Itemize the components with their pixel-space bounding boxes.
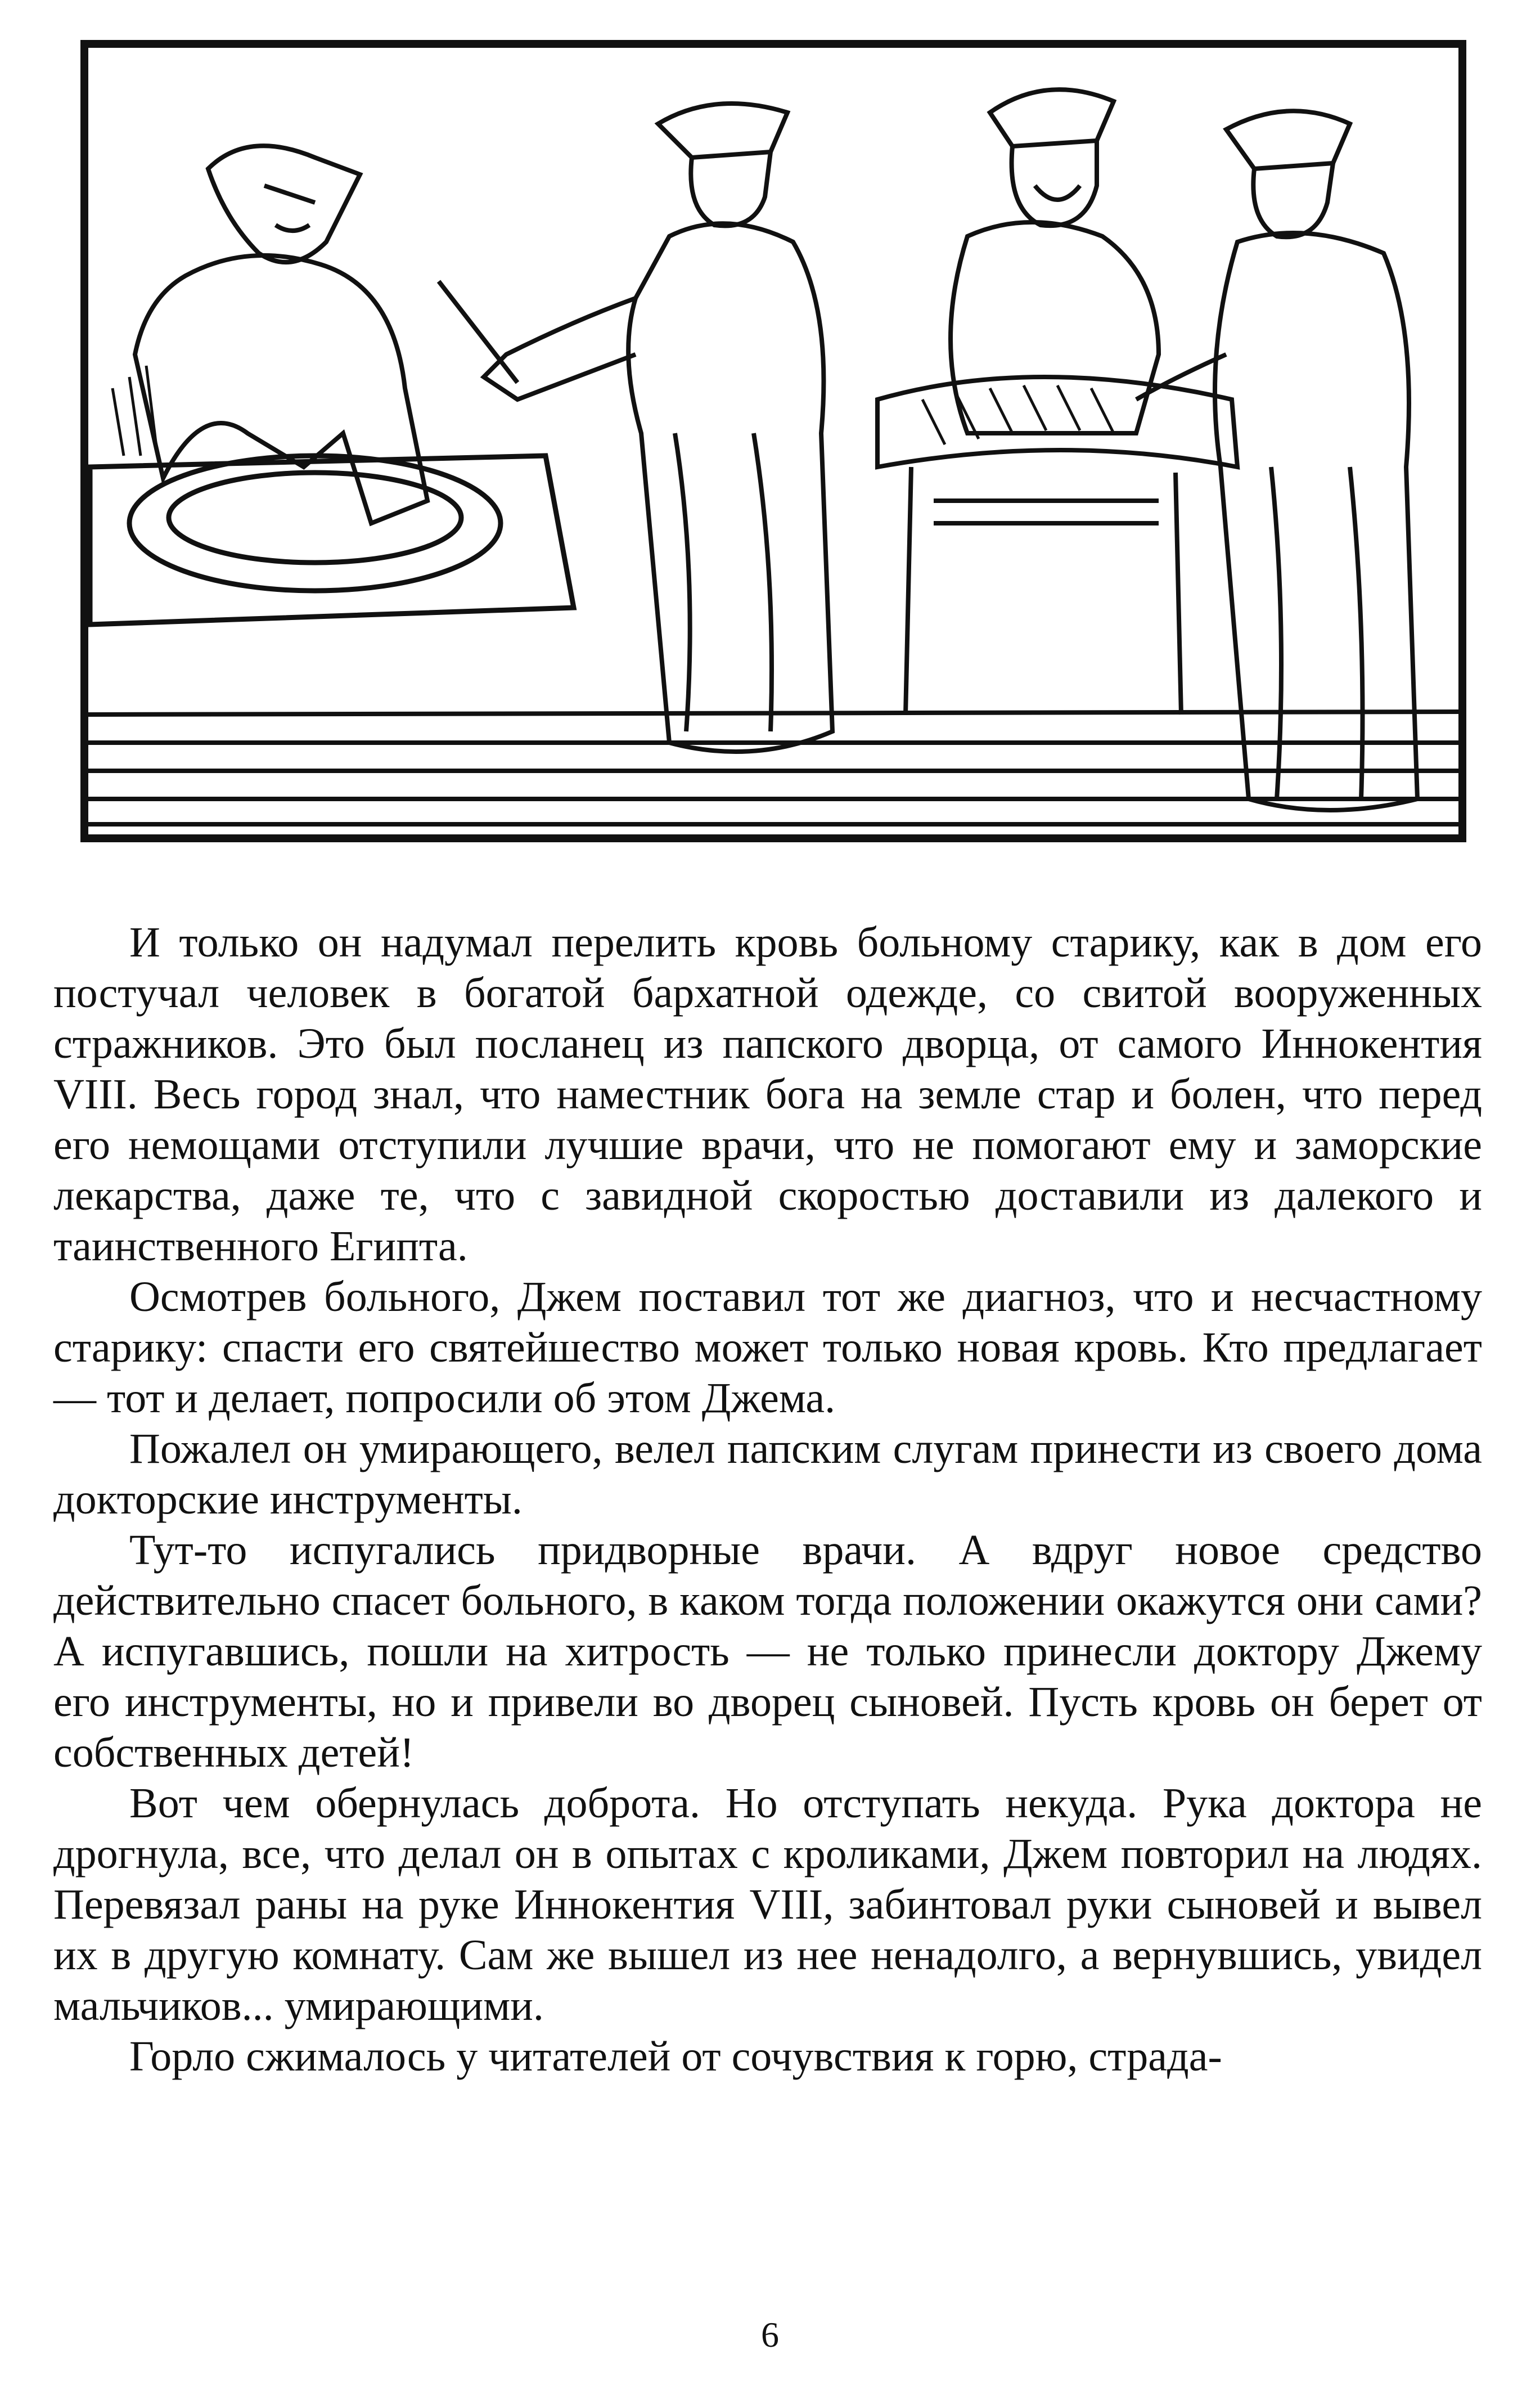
paragraph-5: Вот чем обернулась доброта. Но отступать некуда. Рука доктора не дрогнула, все, что делал он в опытах с кроликами, Джем повторил на людях. Перевязал раны на руке Иннокентия VIII, забинтовал руки сыновей и вывел их в другую комнату. Сам же вышел из нее ненадолго, а вернувшись, увидел мальчиков... умирающими. [53,1780,1482,2029]
paragraph-3: Пожалел он умирающего, велел папским слугам принести из своего дома докторские инструменты. [53,1425,1482,1523]
body-text [53,917,1482,2082]
woodcut-engraving-illustration [79,39,1468,844]
paragraph-2: Осмотрев больного, Джем поставил тот же диагноз, что и несчастному старику: спасти его святейшество может только новая кровь. Кто предлагает — тот и делает, попросили об этом Джема. [53,1273,1482,1422]
paragraph-4: Тут-то испугались придворные врачи. А вдруг новое средство действительно спасет больного, в каком тогда положении окажутся они сами? А испугавшись, пошли на хитрость — не только принесли доктору Джему его инструменты, но и привели во дворец сыновей. Пусть кровь он берет от собственных детей! [53,1526,1482,1776]
paragraph-6: Горло сжималось у читателей от сочувствия к горю, страда- [129,2033,1222,2080]
woodcut-illustration [79,39,1468,844]
paragraph-1: И только он надумал перелить кровь больному старику, как в дом его постучал человек в богатой бархатной одежде, со свитой вооруженных стражников. Это был посланец из папского дворца, от самого Иннокентия VIII. Весь город знал, что наместник бога на земле стар и болен, что перед его немощами отступили лучшие врачи, что не помогают ему и заморские лекарства, даже те, что с завидной скоростью доставили из далекого и таинственного Египта. [53,919,1482,1270]
page-number: 6 [761,2315,779,2355]
